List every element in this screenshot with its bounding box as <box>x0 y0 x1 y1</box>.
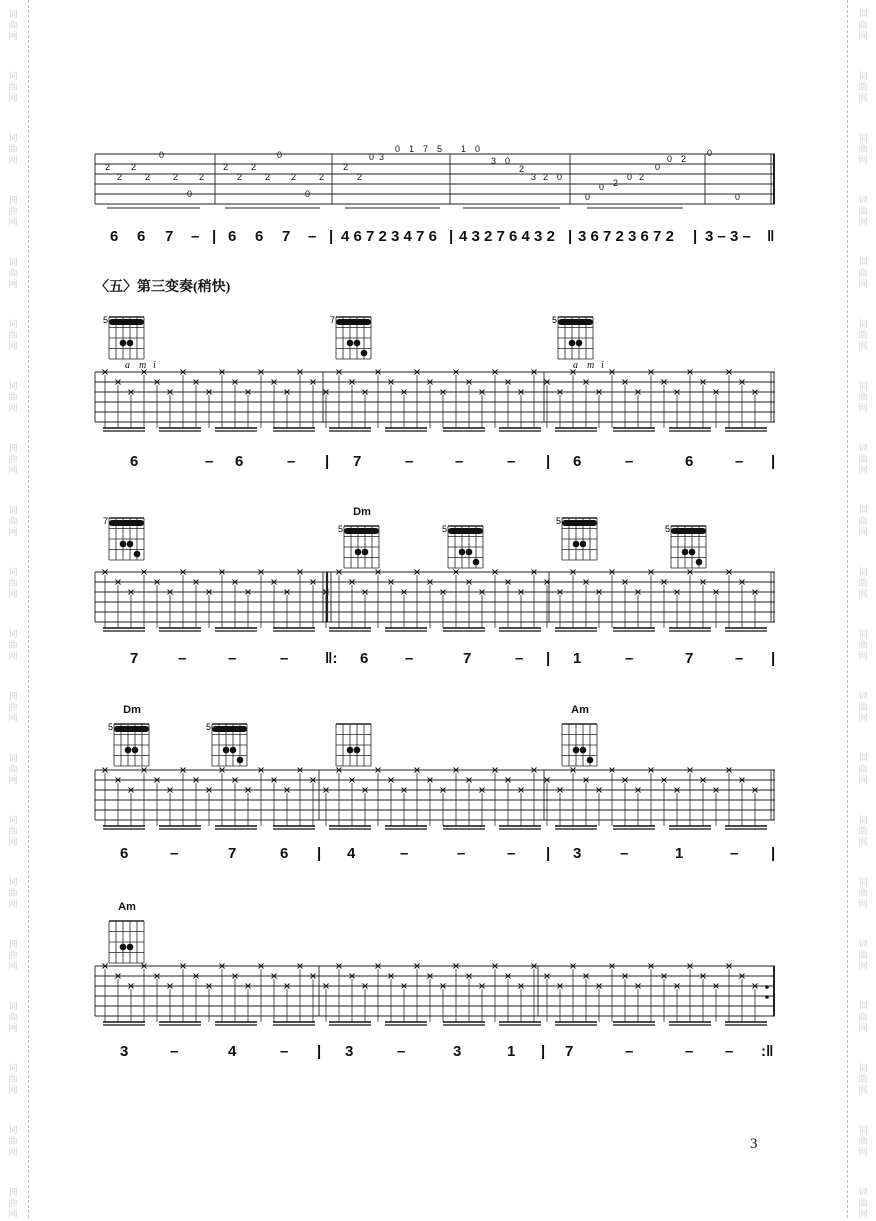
watermark-text: 词 曲 网 <box>858 754 868 786</box>
chord-grid <box>552 313 602 363</box>
chord-diagram <box>556 514 606 569</box>
watermark-text: 词 曲 网 <box>858 10 868 42</box>
watermark-text: 词 曲 网 <box>8 1126 18 1158</box>
tab-staff-row-4 <box>95 960 775 1028</box>
notation-symbol: 3 <box>120 1043 129 1060</box>
notation-symbol: 6 <box>573 453 582 470</box>
svg-text:2: 2 <box>145 172 151 182</box>
watermark-text: 词 曲 网 <box>858 692 868 724</box>
watermark-text: 词 曲 网 <box>8 692 18 724</box>
watermark-text: 词 曲 网 <box>8 568 18 600</box>
watermark-text: 词 曲 网 <box>8 258 18 290</box>
watermark-text: 词 曲 网 <box>858 630 868 662</box>
chord-name: Am <box>571 704 589 716</box>
notation-symbol: 7 <box>228 845 237 862</box>
notation-symbol: 7 <box>565 1043 574 1060</box>
svg-text:2: 2 <box>117 172 123 182</box>
note-group: 3 – 3 – <box>705 228 751 245</box>
svg-text:2: 2 <box>251 162 257 172</box>
svg-text:5: 5 <box>556 516 562 526</box>
notation-symbol: – <box>620 845 629 862</box>
chord-name: Am <box>118 901 136 913</box>
notation-symbol: | <box>771 453 776 470</box>
notation-symbol: 4 <box>347 845 356 862</box>
notation-symbol: – <box>170 845 179 862</box>
notation-symbol: 7 <box>685 650 694 667</box>
watermark-text: 词 曲 网 <box>8 878 18 910</box>
notation-symbol: – <box>725 1043 734 1060</box>
notation-symbol: – <box>397 1043 406 1060</box>
notation-symbol: 7 <box>463 650 472 667</box>
notation-symbol: 6 <box>280 845 289 862</box>
tab-staff-lines <box>95 764 775 832</box>
notation-symbol: 1 <box>573 650 582 667</box>
svg-text:3: 3 <box>491 156 497 166</box>
svg-text:2: 2 <box>237 172 243 182</box>
notation-symbol: – <box>507 453 516 470</box>
notation-symbol: 6 <box>130 453 139 470</box>
watermark-text: 词 曲 网 <box>8 754 18 786</box>
notation-symbol: | <box>325 453 330 470</box>
watermark-text: 词 曲 网 <box>858 940 868 972</box>
svg-text:0: 0 <box>187 189 193 199</box>
watermark-text: 词 曲 网 <box>858 1002 868 1034</box>
notation-symbol: – <box>730 845 739 862</box>
watermark-text: 词 曲 网 <box>8 72 18 104</box>
notation-symbol: – <box>515 650 524 667</box>
notation-symbol: – <box>178 650 187 667</box>
notation-symbol: 1 <box>675 845 684 862</box>
tab-staff-lines <box>95 960 775 1028</box>
svg-text:2: 2 <box>613 178 619 188</box>
svg-text:0: 0 <box>159 150 165 160</box>
notation-symbol: – <box>228 650 237 667</box>
chord-grid <box>556 720 606 770</box>
notation-symbol: | <box>546 650 551 667</box>
section-title: 〈五〉第三变奏(稍快) <box>95 280 231 295</box>
svg-text:2: 2 <box>519 164 525 174</box>
chord-grid <box>108 720 158 770</box>
chord-grid <box>665 522 715 572</box>
tab-staff-row-1 <box>95 360 775 434</box>
svg-text:2: 2 <box>291 172 297 182</box>
notation-symbol: ‖: <box>325 650 338 667</box>
chord-diagram <box>103 514 153 569</box>
notation-symbol: | <box>771 845 776 862</box>
tab-staff-lines <box>95 366 775 434</box>
svg-text:2: 2 <box>357 172 363 182</box>
svg-text:0: 0 <box>667 154 673 164</box>
svg-text:2: 2 <box>319 172 325 182</box>
svg-text:5: 5 <box>437 144 443 154</box>
notation-symbol: 3 <box>345 1043 354 1060</box>
svg-text:5: 5 <box>442 524 448 534</box>
chord-grid <box>442 522 492 572</box>
barline: | <box>568 228 573 245</box>
svg-text:0: 0 <box>305 189 311 199</box>
notation-symbol: – <box>507 845 516 862</box>
notation-symbol: – <box>405 453 414 470</box>
svg-text:5: 5 <box>206 722 212 732</box>
watermark-text: 词 曲 网 <box>858 382 868 414</box>
chord-grid <box>330 720 380 770</box>
svg-text:2: 2 <box>639 172 645 182</box>
svg-text:0: 0 <box>395 144 401 154</box>
watermark-text: 词 曲 网 <box>8 320 18 352</box>
tab-staff-row-2 <box>95 566 775 634</box>
svg-text:1: 1 <box>461 144 467 154</box>
svg-text:5: 5 <box>665 524 671 534</box>
chord-grid <box>103 514 153 564</box>
svg-text:2: 2 <box>131 162 137 172</box>
watermark-text: 词 曲 网 <box>8 506 18 538</box>
finger-label: a <box>573 360 578 371</box>
notation-symbol: 4 <box>228 1043 237 1060</box>
notation-symbol: | <box>541 1043 546 1060</box>
right-margin-rail <box>847 0 868 1220</box>
watermark-text: 词 曲 网 <box>858 258 868 290</box>
svg-text:2: 2 <box>265 172 271 182</box>
svg-text:2: 2 <box>343 162 349 172</box>
svg-text:0: 0 <box>627 172 633 182</box>
barline: | <box>693 228 698 245</box>
svg-text:2: 2 <box>681 154 687 164</box>
svg-text:0: 0 <box>599 182 605 192</box>
watermark-text: 词 曲 网 <box>858 134 868 166</box>
svg-text:7: 7 <box>330 315 336 325</box>
notation-symbol: – <box>685 1043 694 1060</box>
svg-text:2: 2 <box>543 172 549 182</box>
chord-diagram <box>330 313 380 368</box>
svg-text:5: 5 <box>338 524 344 534</box>
watermark-text: 词 曲 网 <box>858 1126 868 1158</box>
notation-symbol: – <box>625 650 634 667</box>
watermark-text: 词 曲 网 <box>8 630 18 662</box>
watermark-text: 词 曲 网 <box>858 816 868 848</box>
notation-symbol: 6 <box>235 453 244 470</box>
note: 6 <box>255 228 264 245</box>
svg-text:5: 5 <box>103 315 109 325</box>
note: 7 <box>165 228 174 245</box>
notation-symbol: – <box>405 650 414 667</box>
watermark-text: 词 曲 网 <box>858 506 868 538</box>
svg-text:5: 5 <box>552 315 558 325</box>
svg-text:0: 0 <box>735 192 741 202</box>
notation-symbol: – <box>280 650 289 667</box>
dash: – <box>308 228 317 245</box>
svg-text:0: 0 <box>277 150 283 160</box>
notation-symbol: – <box>625 1043 634 1060</box>
notation-symbol: – <box>170 1043 179 1060</box>
notation-symbol: 3 <box>573 845 582 862</box>
watermark-text: 词 曲 网 <box>858 1188 868 1220</box>
watermark-text: 词 曲 网 <box>858 1064 868 1096</box>
chord-name: Dm <box>123 704 141 716</box>
tab-staff-row-3 <box>95 764 775 832</box>
finger-label: i <box>153 360 156 371</box>
barline: | <box>329 228 334 245</box>
notation-symbol: – <box>455 453 464 470</box>
notation-symbol: – <box>625 453 634 470</box>
numbered-notation-row-3 <box>95 845 775 873</box>
svg-text:3: 3 <box>531 172 537 182</box>
watermark-text: 词 曲 网 <box>858 878 868 910</box>
notation-symbol: 7 <box>353 453 362 470</box>
notation-symbol: | <box>317 845 322 862</box>
numbered-notation-row-2 <box>95 650 775 678</box>
numbered-notation-row-4 <box>95 1043 775 1071</box>
notation-symbol: 6 <box>685 453 694 470</box>
svg-text:2: 2 <box>223 162 229 172</box>
watermark-text: 词 曲 网 <box>858 568 868 600</box>
watermark-text: 词 曲 网 <box>8 940 18 972</box>
notation-symbol: – <box>735 453 744 470</box>
notation-symbol: – <box>457 845 466 862</box>
notation-symbol: | <box>771 650 776 667</box>
svg-text:0: 0 <box>655 162 661 172</box>
notation-symbol: – <box>400 845 409 862</box>
numbered-notation-row-0 <box>95 228 775 256</box>
numbered-notation-row-1 <box>95 453 775 481</box>
chord-grid <box>103 313 153 363</box>
chord-grid <box>556 514 606 564</box>
dash: – <box>191 228 200 245</box>
watermark-text: 词 曲 网 <box>8 382 18 414</box>
notation-symbol: | <box>546 453 551 470</box>
svg-text:0: 0 <box>557 172 563 182</box>
notation-symbol: – <box>735 650 744 667</box>
watermark-text: 词 曲 网 <box>8 816 18 848</box>
notation-symbol: 3 <box>453 1043 462 1060</box>
svg-text:0: 0 <box>369 152 375 162</box>
watermark-text: 词 曲 网 <box>8 1064 18 1096</box>
watermark-text: 词 曲 网 <box>8 134 18 166</box>
notation-symbol: 6 <box>360 650 369 667</box>
note-group: 4 3 2 7 6 4 3 2 <box>459 228 555 245</box>
left-margin-rail <box>8 0 29 1220</box>
barline: | <box>212 228 217 245</box>
notation-symbol: | <box>317 1043 322 1060</box>
svg-text:7: 7 <box>423 144 429 154</box>
svg-text:5: 5 <box>108 722 114 732</box>
watermark-text: 词 曲 网 <box>858 196 868 228</box>
svg-text:2: 2 <box>105 162 111 172</box>
svg-text:7: 7 <box>103 516 109 526</box>
notation-symbol: – <box>280 1043 289 1060</box>
note: 6 <box>228 228 237 245</box>
watermark-text: 词 曲 网 <box>858 444 868 476</box>
svg-text:0: 0 <box>585 192 591 202</box>
svg-text:3: 3 <box>379 152 385 162</box>
watermark-text: 词 曲 网 <box>8 1002 18 1034</box>
notation-symbol: 6 <box>120 845 129 862</box>
watermark-text: 词 曲 网 <box>8 196 18 228</box>
note-group: 4 6 7 2 3 4 7 6 <box>341 228 437 245</box>
chord-grid <box>330 313 380 363</box>
svg-text:0: 0 <box>475 144 481 154</box>
finger-label: m <box>139 360 147 371</box>
finger-label: m <box>587 360 595 371</box>
tab-staff-row-0 <box>95 144 775 212</box>
watermark-text: 词 曲 网 <box>858 320 868 352</box>
notation-symbol: | <box>546 845 551 862</box>
svg-text:0: 0 <box>505 156 511 166</box>
svg-text:0: 0 <box>707 148 713 158</box>
double-barline: ‖ <box>767 228 775 245</box>
finger-label: i <box>601 360 604 371</box>
watermark-text: 词 曲 网 <box>8 444 18 476</box>
svg-text:1: 1 <box>409 144 415 154</box>
tab-staff-lines <box>95 566 775 634</box>
notation-symbol: – <box>205 453 214 470</box>
svg-text:2: 2 <box>199 172 205 182</box>
note: 6 <box>110 228 119 245</box>
watermark-text: 词 曲 网 <box>8 10 18 42</box>
notation-symbol: 1 <box>507 1043 516 1060</box>
note: 7 <box>282 228 291 245</box>
notation-symbol: :‖ <box>761 1043 774 1060</box>
svg-text:2: 2 <box>173 172 179 182</box>
chord-grid <box>338 522 388 572</box>
notation-symbol: 7 <box>130 650 139 667</box>
watermark-text: 词 曲 网 <box>8 1188 18 1220</box>
page-number: 3 <box>750 1136 758 1152</box>
chord-name: Dm <box>353 506 371 518</box>
finger-label: a <box>125 360 130 371</box>
notation-symbol: – <box>287 453 296 470</box>
note-group: 3 6 7 2 3 6 7 2 <box>578 228 674 245</box>
note: 6 <box>137 228 146 245</box>
barline: | <box>449 228 454 245</box>
chord-grid <box>206 720 256 770</box>
watermark-text: 词 曲 网 <box>858 72 868 104</box>
